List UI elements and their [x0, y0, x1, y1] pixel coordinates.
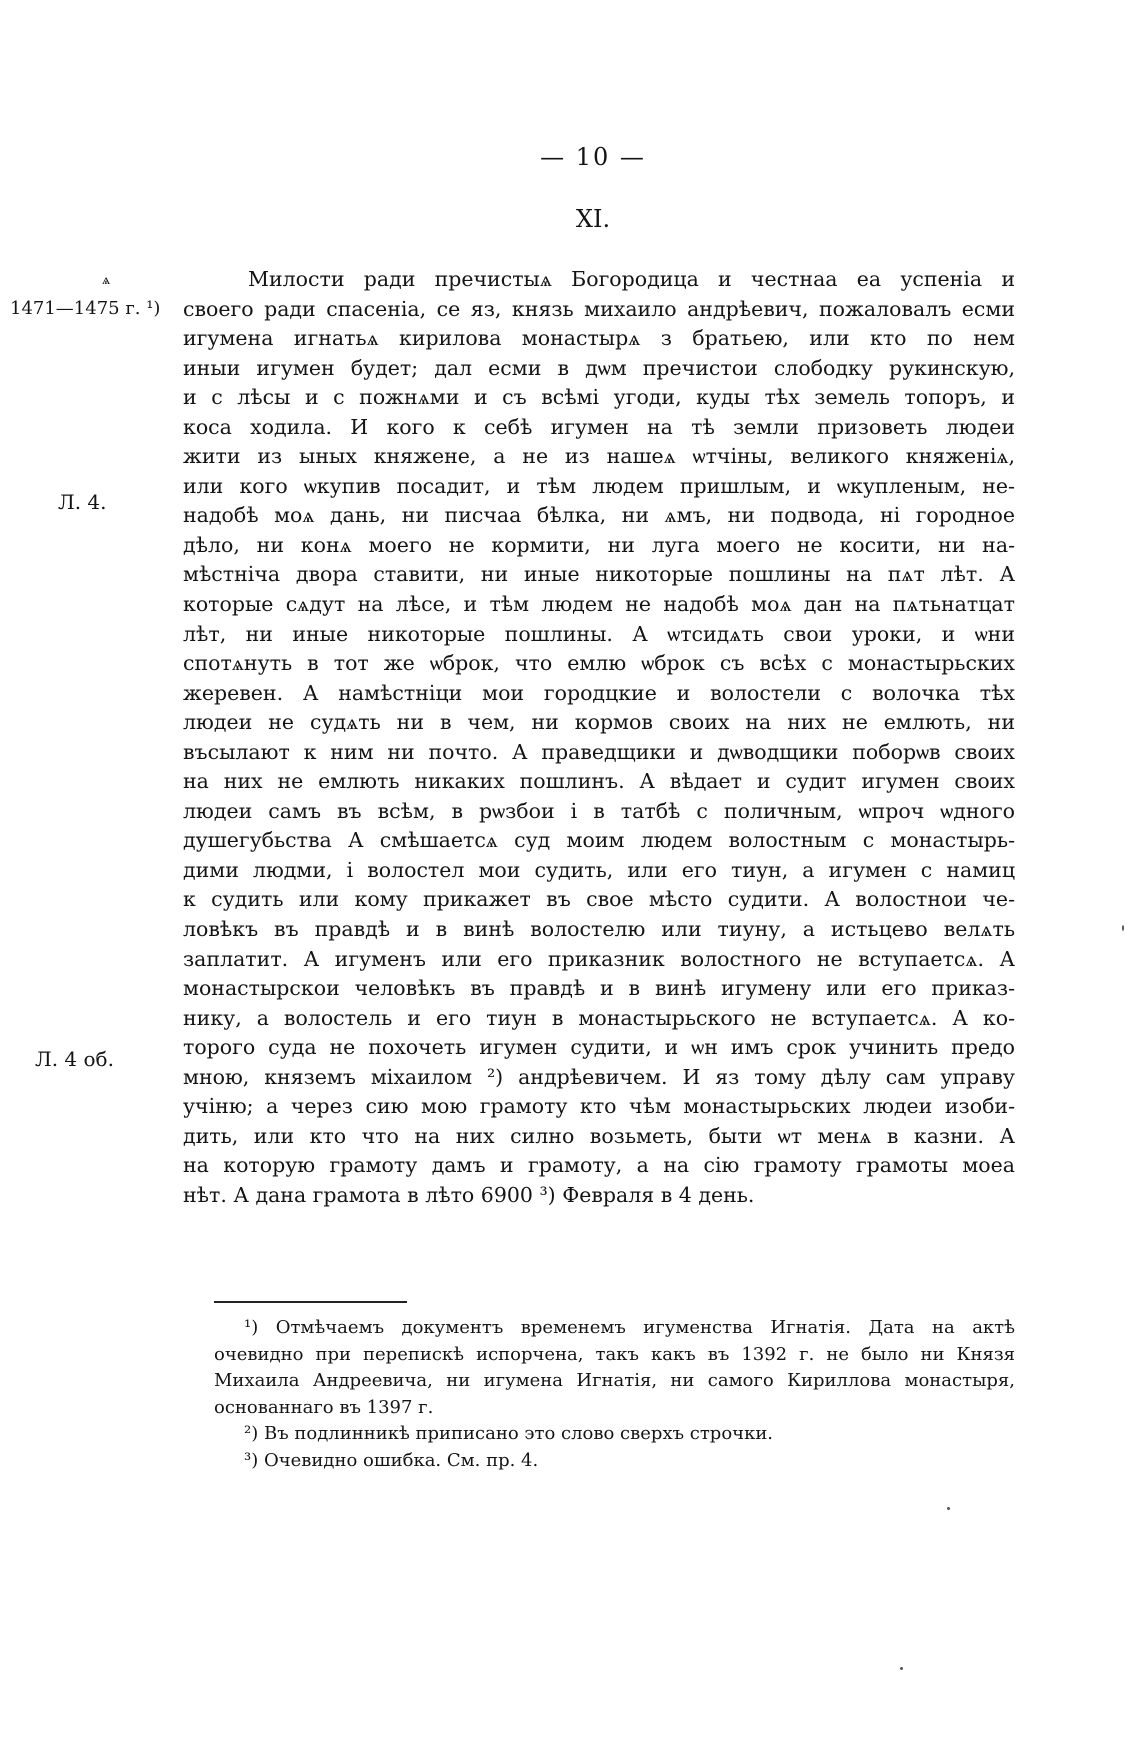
margin-date-note: 1471—1475 г. ¹)	[10, 298, 161, 319]
text-line: нику, а волостель и его тиун в монастырьского не вступаетсѧ. А ко-	[183, 1005, 1015, 1030]
footnote-line: ¹) Отмѣчаемъ документъ временемъ игуменства Игнатія. Дата на актѣ	[244, 1317, 1015, 1338]
footnote-line: Михаила Андреевича, ни игумена Игнатія, ни самого Кириллова монастыря,	[214, 1370, 1015, 1391]
text-line: игумена игнатьѧ кирилова монастырѧ з братьею, или кто по нем	[183, 326, 1015, 351]
text-line: ловѣкъ въ правдѣ и в винѣ волостелю или тиуну, а истьцево велѧть	[183, 917, 1015, 942]
text-line: жити из ыных княжене, а не из нашеѧ ѡтчіны, великого княженіѧ,	[183, 444, 1015, 469]
text-line: коса ходила. И кого к себѣ игумен на тѣ земли призоветь людеи	[183, 414, 1015, 439]
footnote-line: основаннаго въ 1397 г.	[214, 1396, 434, 1418]
scan-speck	[947, 1507, 950, 1510]
text-line: которые сѧдут на лѣсе, и тѣм людем не надобѣ моѧ дан на пѧтьнатцат	[183, 592, 1015, 617]
text-line: и с лѣсы и с пожнѧми и съ всѣмі угоди, куды тѣх земель топоръ, и	[183, 385, 1015, 410]
text-line: на которую грамоту дамъ и грамоту, а на сію грамоту грамоты моеа	[183, 1153, 1015, 1178]
margin-leaf-4: Л. 4.	[58, 490, 107, 514]
footnote-line: ³) Очевидно ошибка. См. пр. 4.	[244, 1449, 539, 1471]
text-line: учіню; а через сию мою грамоту кто чѣм монастырьских людеи изоби-	[183, 1094, 1015, 1119]
charter-text	[183, 265, 1015, 1211]
margin-leaf-4-verso: Л. 4 об.	[35, 1047, 114, 1071]
footnote-line: ²) Въ подлинникѣ приписано это слово сверхъ строчки.	[244, 1423, 774, 1444]
text-line: иныи игумен будет; дал есми в дѡм пречистои слободку рукинскую,	[183, 355, 1015, 380]
text-line: дить, или кто что на них силно возьметь, быти ѡт менѧ в казни. А	[183, 1123, 1015, 1148]
footnote-line: очевидно при перепискѣ испорчена, такъ какъ въ 1392 г. не было ни Князя	[214, 1343, 1015, 1365]
scan-speck	[1122, 925, 1124, 931]
text-line: или кого ѡкупив посадит, и тѣм людем пришлым, и ѡкупленым, не-	[183, 473, 1015, 498]
text-line: своего ради спасеніа, се яз, князь михаило андрѣевич, пожаловалъ есми	[183, 296, 1015, 321]
text-line: въсылают к ним ни почто. А праведщики и дѡводщики поборѡв своих	[183, 739, 1015, 764]
text-line: торого суда не похочеть игумен судити, и ѡн имъ срок учинить предо	[183, 1035, 1015, 1060]
text-line: мѣстніча двора ставити, ни иные никоторые пошлины на пѧт лѣт. А	[183, 562, 1015, 587]
margin-symbol: ѧ	[102, 272, 111, 288]
scan-speck	[900, 1667, 903, 1670]
text-line: мною, княземъ міхаилом ²) андрѣевичем. И яз тому дѣлу сам управу	[183, 1064, 1015, 1089]
footnotes	[214, 1315, 1015, 1474]
text-line: спотѧнуть в тот же ѡброк, что емлю ѡброк съ всѣх с монастырьских	[183, 651, 1015, 676]
text-line: людеи самъ въ всѣм, в рѡзбои і в татбѣ с поличным, ѡпроч ѡдного	[183, 798, 1015, 823]
text-line: заплатит. А игуменъ или его приказник волостного не вступаетсѧ. А	[183, 946, 1015, 971]
text-line: к судить или кому прикажет въ свое мѣсто судити. А волостнои че-	[183, 887, 1015, 912]
text-line: монастырскои человѣкъ въ правдѣ и в винѣ игумену или его приказ-	[183, 976, 1015, 1001]
text-line: лѣт, ни иные никоторые пошлины. А ѡтсидѧть свои уроки, и ѡни	[183, 621, 1015, 646]
footnote-divider	[214, 1301, 407, 1303]
section-title: XI.	[575, 205, 611, 233]
text-line: на них не емлють никаких пошлинъ. А вѣдает и судит игумен своих	[183, 769, 1015, 794]
text-line: Милости ради пречистыѧ Богородица и честнаа ea успеніа и	[248, 267, 1015, 291]
text-line: жеревен. А намѣстніци мои городцкие и волостели с волочка тѣх	[183, 680, 1015, 705]
text-line: надобѣ моѧ дань, ни писчаа бѣлка, ни ѧмъ, ни подвода, ні городное	[183, 503, 1015, 528]
text-line: нѣт. А дана грамота в лѣто 6900 ³) Февраля в 4 день.	[183, 1182, 755, 1207]
page-number: — 10 —	[540, 143, 646, 171]
text-line: дими людми, і волостел мои судить, или его тиун, а игумен с намиц	[183, 857, 1015, 882]
text-line: душегубьства А смѣшаетсѧ суд моим людем волостным с монастырь-	[183, 828, 1015, 853]
text-line: дѣло, ни конѧ моего не кормити, ни луга моего не косити, ни на-	[183, 532, 1015, 557]
text-line: людеи не судѧть ни в чем, ни кормов своих на них не емлють, ни	[183, 710, 1015, 735]
